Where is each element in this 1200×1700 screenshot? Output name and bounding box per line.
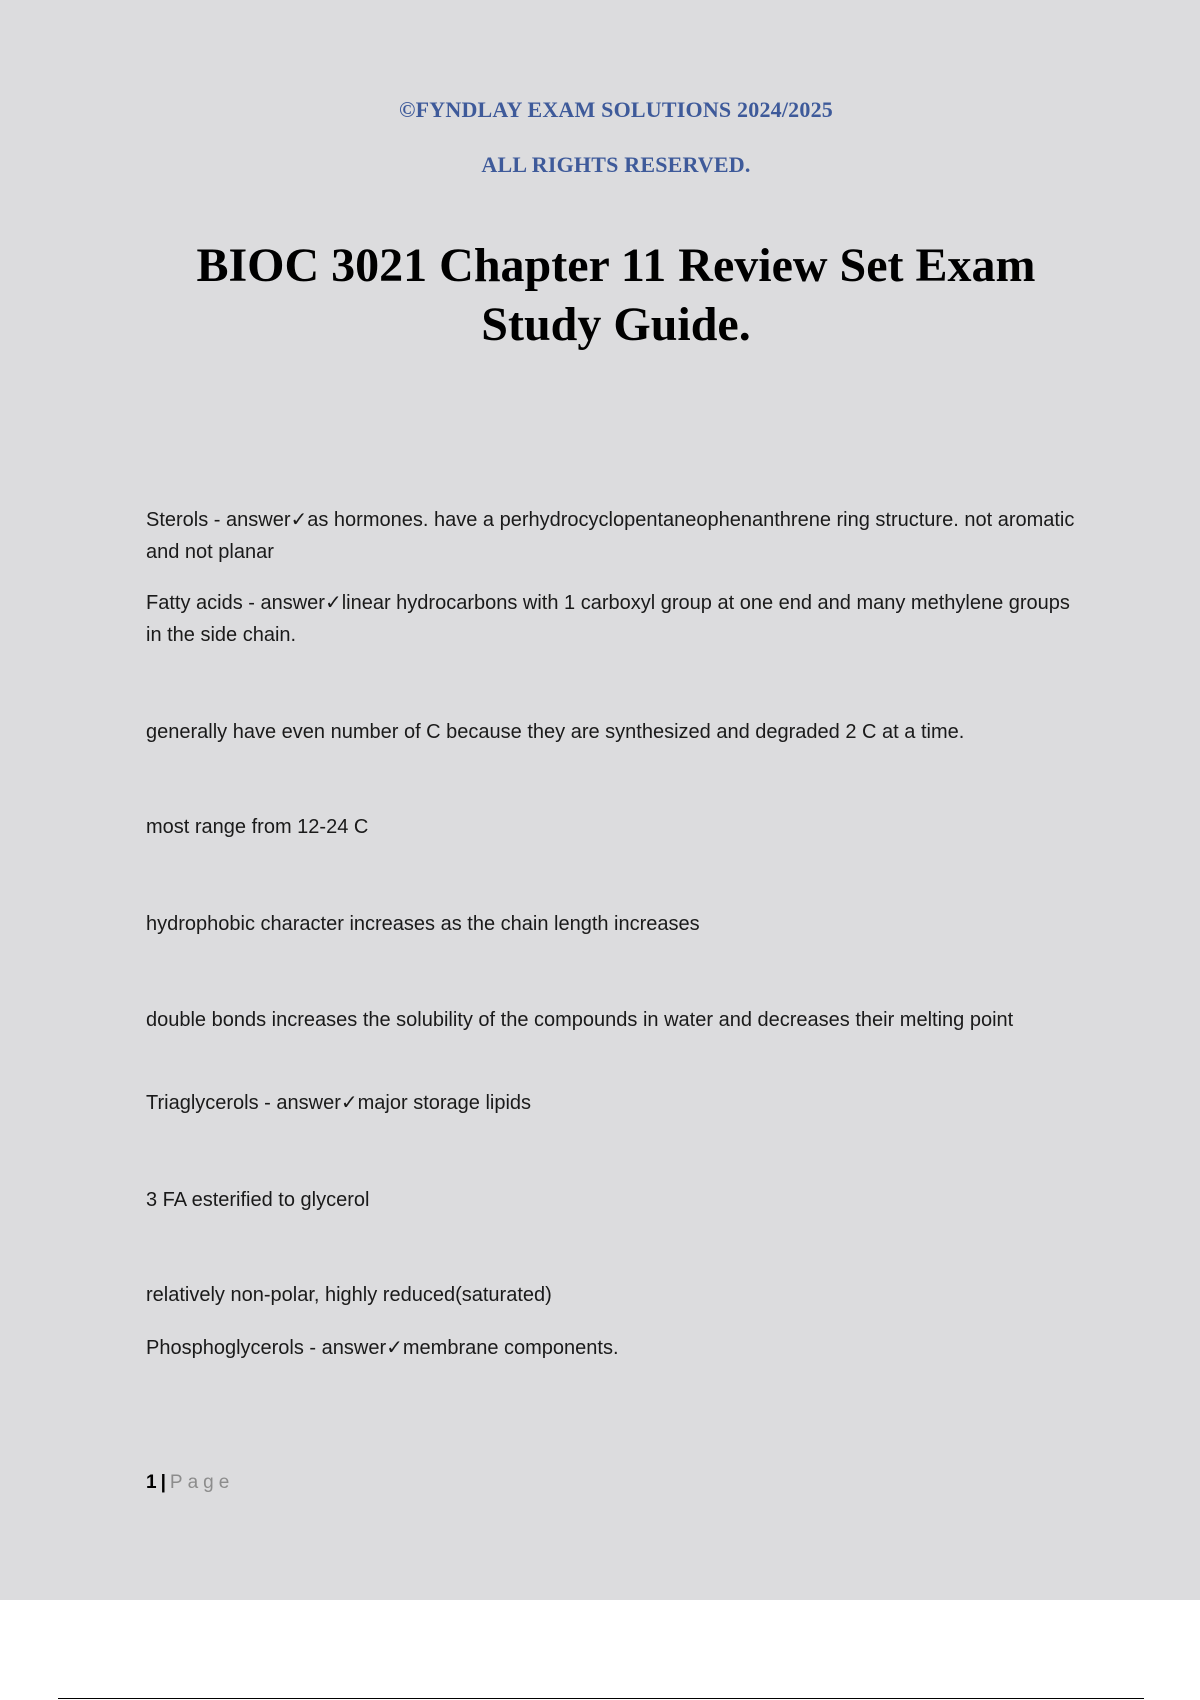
- entry-even-carbons: generally have even number of C because they are synthesized and degraded 2 C at a time.: [146, 721, 965, 743]
- footer-separator: |: [160, 1472, 166, 1493]
- entry-phosphoglycerols: Phosphoglycerols - answer✓membrane components.: [146, 1337, 619, 1359]
- copyright-notice: ©FYNDLAY EXAM SOLUTIONS 2024/2025: [399, 97, 833, 122]
- bottom-rule: [58, 1698, 1144, 1699]
- title-line-2: Study Guide.: [481, 298, 751, 351]
- entry-non-polar: relatively non-polar, highly reduced(saturated): [146, 1284, 552, 1306]
- entry-triaglycerols: Triaglycerols - answer✓major storage lipids: [146, 1092, 532, 1114]
- page-number: 1: [146, 1472, 157, 1493]
- document-title: [150, 236, 1082, 354]
- title-line-1: BIOC 3021 Chapter 11 Review Set Exam: [196, 239, 1036, 292]
- page-footer: [146, 1472, 234, 1494]
- entry-fatty-acids: Fatty acids - answer✓linear hydrocarbons with 1 carboxyl group at one end and many methylene groups in the side chain.: [146, 592, 1070, 646]
- rights-notice: ALL RIGHTS RESERVED.: [481, 152, 751, 177]
- page-label: Page: [169, 1472, 235, 1493]
- entry-double-bonds: double bonds increases the solubility of the compounds in water and decreases their melting point: [146, 1009, 1014, 1031]
- entry-esterified: 3 FA esterified to glycerol: [146, 1189, 370, 1211]
- entry-carbon-range: most range from 12-24 C: [146, 816, 369, 838]
- entry-sterols: Sterols - answer✓as hormones. have a perhydrocyclopentaneophenanthrene ring structure. not aromatic and not planar: [146, 509, 1075, 563]
- entry-hydrophobic: hydrophobic character increases as the chain length increases: [146, 913, 700, 935]
